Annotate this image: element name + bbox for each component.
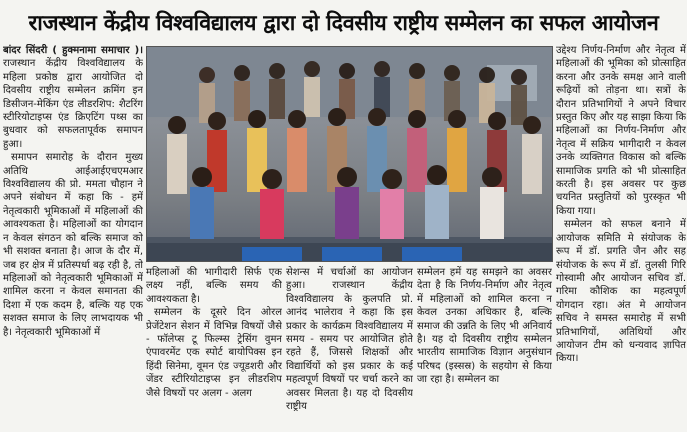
article-column-1 xyxy=(3,44,143,432)
group-photo-illustration xyxy=(147,47,553,262)
paragraph: सेशन्स में चर्चाओं का आयोजन हुआ। राजस्थान केंद्रीय विश्वविद्यालय के कुलपति प्रो. आनंद भालेराव ने कहा कि इस प्रकार के कार्यक्रम विश्वविद्यालय में समय - समय पर आयोजित होते रहते हैं, जिससे शिक्षकों और विद्यार्थियों को इस प्रकार के कई महत्वपूर्ण विषयों पर चर्चा करने का अवसर मिलता है। यह दो दिवसीय राष्ट्रीय xyxy=(286,267,413,413)
article-column-3 xyxy=(286,266,413,432)
paragraph: सम्मेलन को सफल बनाने में आयोजक समिति मे संयोजक के रूप में डॉ. प्रगति जैन और सह संयोजक के रूप में डॉ. तुलसी गिरि गोस्वामी और आयोजन सचिव डॉ. गरिमा कौशिक का महत्वपूर्ण योगदान रहा। अंत मे आयोजन सचिव ने समस्त समारोह में सभी प्रतिभागियों, अतिथियों और आयोजन टीम को धन्यवाद ज्ञापित किया। xyxy=(556,219,686,365)
paragraph: सम्मेलन हमें यह समझने का अवसर देता है कि निर्णय-निर्माण और नेतृत्व में महिलाओं को शामिल करना न केवल उनका अधिकार है, बल्कि समाज की उन्नति के लिए भी अनिवार्य है। यह दो दिवसीय राष्ट्रीय सम्मेलन भारतीय सामाजिक विज्ञान अनुसंधान परिषद (इस्सस्र) के सहयोग से किया जा रहा है। सम्मेलन का xyxy=(417,267,552,386)
article-column-2 xyxy=(146,266,282,432)
paragraph: महिलाओं की भागीदारी सिर्फ एक लक्ष्य नहीं, बल्कि समय की आवश्यकता है। xyxy=(146,267,282,305)
headline: राजस्थान केंद्रीय विश्वविद्यालय द्वारा दो दिवसीय राष्ट्रीय सम्मेलन का सफल आयोजन xyxy=(28,10,659,36)
article-column-4 xyxy=(417,266,552,432)
group-photo xyxy=(146,46,553,262)
paragraph: राजस्थान केंद्रीय विश्वविद्यालय के महिला प्रकोष्ठ द्वारा आयोजित दो दिवसीय राष्ट्रीय सम्मेलन क्रमिंग इन डिसीजन-मेकिंग एंड लीडरशिप: शैटरिंग स्टीरियोटाइप्स एंड क्रिएटिंग पथ्स का बुधवार को सफलतापूर्वक समापन हुआ। xyxy=(3,58,143,150)
article-column-5 xyxy=(556,44,686,432)
paragraph: समापन समारोह के दौरान मुख्य अतिथि आईआईएचएमआर विश्वविद्यालय की प्रो. ममता चौहान ने अपने संबोधन में कहा कि - हमें नेतृत्वकारी भूमिकाओं में महिलाओं की आवश्यकता है। महिलाओं का योगदान न केवल संगठन को बल्कि समाज को भी सशक्त बनाता है। आज के दौर में, जब हर क्षेत्र में प्रतिस्पर्धा बढ़ रही है, तो महिलाओं को नेतृत्वकारी भूमिकाओं में शामिल करना न केवल समानता की दिशा में एक कदम है, बल्कि यह एक सशक्त समाज के लिए लाभदायक भी है। नेतृत्वकारी भूमिकाओं में xyxy=(3,152,143,338)
paragraph: उद्देश्य निर्णय-निर्माण और नेतृत्व में महिलाओं की भूमिका को प्रोत्साहित करना और उनके समक्ष आने वाली रूढ़ियों को तोड़ना था। सत्रों के दौरान प्रतिभागियों ने अपने विचार प्रस्तुत किए और यह साझा किया कि महिलाओं का निर्णय-निर्माण और नेतृत्व में सक्रिय भागीदारी न केवल उनके व्यक्तिगत विकास को बल्कि सामाजिक प्रगति को भी प्रोत्साहित करती है। इस अवसर पर कुछ चयनित प्रस्तुतियों को पुरस्कृत भी किया गया। xyxy=(556,45,686,217)
paragraph: सम्मेलन के दूसरे दिन ओरल प्रेजेंटेशन सेशन में विभिन्न विषयों जैसे - फॉलेप्स टू फिल्म्स ट्रेसिंग वुमन एंपावरमेंट एक स्पोर्ट बायोपिक्स इन हिंदी सिनेमा, वूमन एंड ज्यूडशरी और जेंडर स्टीरियोटाइप्स इन लीडरशिप जैसे विषयों पर अलग - अलग xyxy=(146,307,282,399)
dateline: बांदर सिंदरी ( हुक्मनामा समाचार )। xyxy=(3,45,143,56)
